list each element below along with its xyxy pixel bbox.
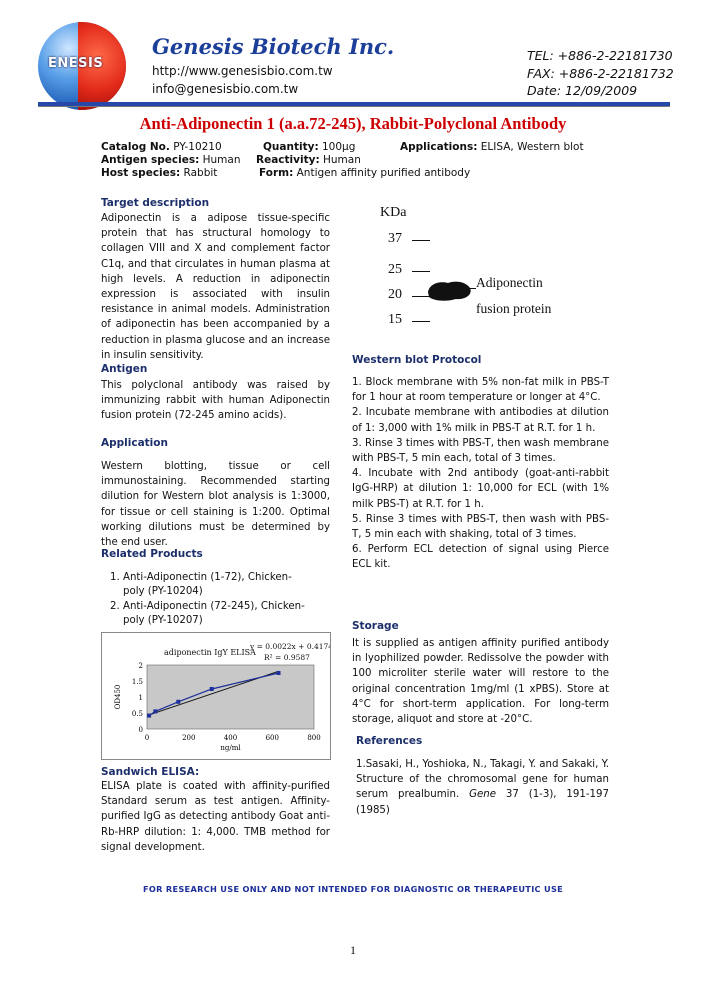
fax: FAX: +886-2-22181732 [527, 66, 674, 81]
data-point [277, 671, 281, 675]
elisa-chart [101, 632, 331, 760]
y-tick-label: 1 [138, 694, 143, 702]
data-point [210, 687, 214, 691]
reactivity: Reactivity: Human [256, 154, 361, 166]
y-axis-label: OD450 [114, 684, 122, 710]
protocol-step: 2. Incubate membrane with antibodies at dilution of 1: 3,000 with 1% milk in PBS-T at R.T. for 1 h. [352, 407, 609, 434]
website: http://www.genesisbio.com.tw [152, 64, 333, 78]
application-heading: Application [101, 437, 168, 449]
page-title: Anti-Adiponectin 1 (a.a.72-245), Rabbit-Polyclonal Antibody [139, 114, 567, 133]
applications: Applications: ELISA, Western blot [400, 141, 584, 153]
marker-20: 20 [388, 287, 402, 302]
sandwich-text: ELISA plate is coated with affinity-purified Standard serum as test antigen. Affinity-purified IgG as detecting antibody Goat anti-Rb-HRP dilution: 1: 4,000. TMB method for signal development. [101, 781, 330, 853]
antigen-text: This polyclonal antibody was raised by immunizing rabbit with human Adiponectin fusion protein (72-245 amino acids). [101, 380, 330, 422]
x-axis-label: ng/ml [220, 744, 241, 752]
target-text: Adiponectin is a adipose tissue-specific protein that has structural homology to collagen VIII and X and complement factor C1q, and that circulates in human plasma at high levels. A reduction in adiponectin expression is associated with insulin resistance in animal models. Administration of adiponectin has been accompanied by a reduction in plasma glucose and an increase in insulin sensitivity. [101, 213, 330, 361]
header-rule-thin [38, 106, 670, 107]
x-tick-label: 200 [182, 734, 196, 742]
target-heading: Target description [101, 197, 210, 209]
western-blot-image [376, 205, 576, 335]
protocol-step: 4. Incubate with 2nd antibody (goat-anti-rabbit IgG-HRP) at dilution 1: 10,000 for ECL (with 1% milk PBS-T) at R.T. for 1 h. [352, 468, 609, 510]
email: info@genesisbio.com.tw [152, 82, 299, 96]
protocol-steps [352, 375, 609, 573]
data-point [147, 714, 151, 718]
related-heading: Related Products [101, 548, 203, 560]
related-list [101, 571, 311, 629]
marker-37: 37 [388, 231, 402, 246]
elisa-chart-svg [102, 633, 330, 759]
data-point [153, 709, 157, 713]
y-tick-label: 2 [138, 662, 143, 670]
storage-text: It is supplied as antigen affinity purified antibody in lyophilized powder. Redissolve the powder with 100 microliter sterile water will restore to the original concentration 1mg/ml (1 xPBS). Store at 4°C for short-term application. For long-term storage, aliquot and store at -20°C. [352, 638, 609, 726]
marker-dash [412, 240, 430, 241]
company-name: Genesis Biotech Inc. [152, 34, 395, 59]
page-number: 1 [350, 943, 356, 957]
r-squared: R² = 0.9587 [264, 653, 310, 662]
host-species: Host species: Rabbit [101, 167, 218, 179]
marker-dash [412, 271, 430, 272]
kda-label: KDa [380, 205, 407, 220]
data-point [176, 700, 180, 704]
y-tick-label: 0.5 [131, 710, 143, 718]
references-heading: References [356, 735, 423, 747]
form: Form: Antigen affinity purified antibody [259, 167, 471, 179]
tel: TEL: +886-2-22181730 [527, 48, 673, 63]
quantity: Quantity: 100µg [263, 141, 356, 153]
plot-area [147, 665, 314, 729]
storage-heading: Storage [352, 620, 399, 632]
list-item: 1. Anti-Adiponectin (1-72), Chicken-poly (PY-10204) [123, 571, 311, 598]
x-tick-label: 600 [265, 734, 279, 742]
sandwich-heading: Sandwich ELISA: [101, 766, 200, 778]
logo-text: ENESIS [48, 56, 104, 71]
marker-dash [412, 321, 430, 322]
y-tick-label: 1.5 [131, 678, 143, 686]
marker-25: 25 [388, 262, 402, 277]
application-text: Western blotting, tissue or cell immunostaining. Recommended starting dilution for Western blot analysis is 1:3000, for tissue or cell staining is 1:200. Optimal working dilutions must be determined by the end user. [101, 461, 330, 549]
footer-disclaimer: FOR RESEARCH USE ONLY AND NOT INTENDED FOR DIAGNOSTIC OR THERAPEUTIC USE [142, 884, 564, 894]
band-label-1: Adiponectin [476, 275, 543, 290]
protocol-step: 5. Rinse 3 times with PBS-T, then wash with PBS-T, 5 min each with shaking, total of 3 times. [352, 513, 609, 541]
catalog-no: Catalog No. PY-10210 [101, 141, 222, 153]
protocol-heading: Western blot Protocol [352, 354, 482, 366]
date: Date: 12/09/2009 [527, 83, 638, 98]
list-item: 2. Anti-Adiponectin (72-245), Chicken-poly (PY-10207) [123, 600, 311, 627]
y-tick-label: 0 [138, 726, 143, 734]
x-tick-label: 800 [307, 734, 321, 742]
protocol-step: 1. Block membrane with 5% non-fat milk in PBS-T for 1 hour at room temperature or longer at 4°C. [352, 377, 609, 404]
antigen-heading: Antigen [101, 363, 148, 375]
band-pointer [462, 288, 476, 289]
antigen-species: Antigen species: Human [101, 154, 241, 166]
protocol-step: 6. Perform ECL detection of signal using Pierce ECL kit. [352, 544, 609, 571]
x-tick-label: 0 [144, 734, 150, 742]
x-tick-label: 400 [223, 734, 238, 742]
chart-title: adiponectin IgY ELISA [164, 648, 256, 657]
marker-15: 15 [388, 312, 402, 327]
protocol-step: 3. Rinse 3 times with PBS-T, then wash membrane with PBS-T, 5 min each, total of 3 times. [352, 437, 609, 465]
protein-band [426, 275, 476, 305]
band-label-2: fusion protein [476, 301, 552, 316]
reference-text: 1.Sasaki, H., Yoshioka, N., Takagi, Y. and Sakaki, Y. Structure of the chromosomal gene for human serum prealbumin. Gene 37 (1-3), 191-197 (1985) [356, 759, 609, 816]
trend-equation: y = 0.0022x + 0.4174 [250, 642, 330, 651]
